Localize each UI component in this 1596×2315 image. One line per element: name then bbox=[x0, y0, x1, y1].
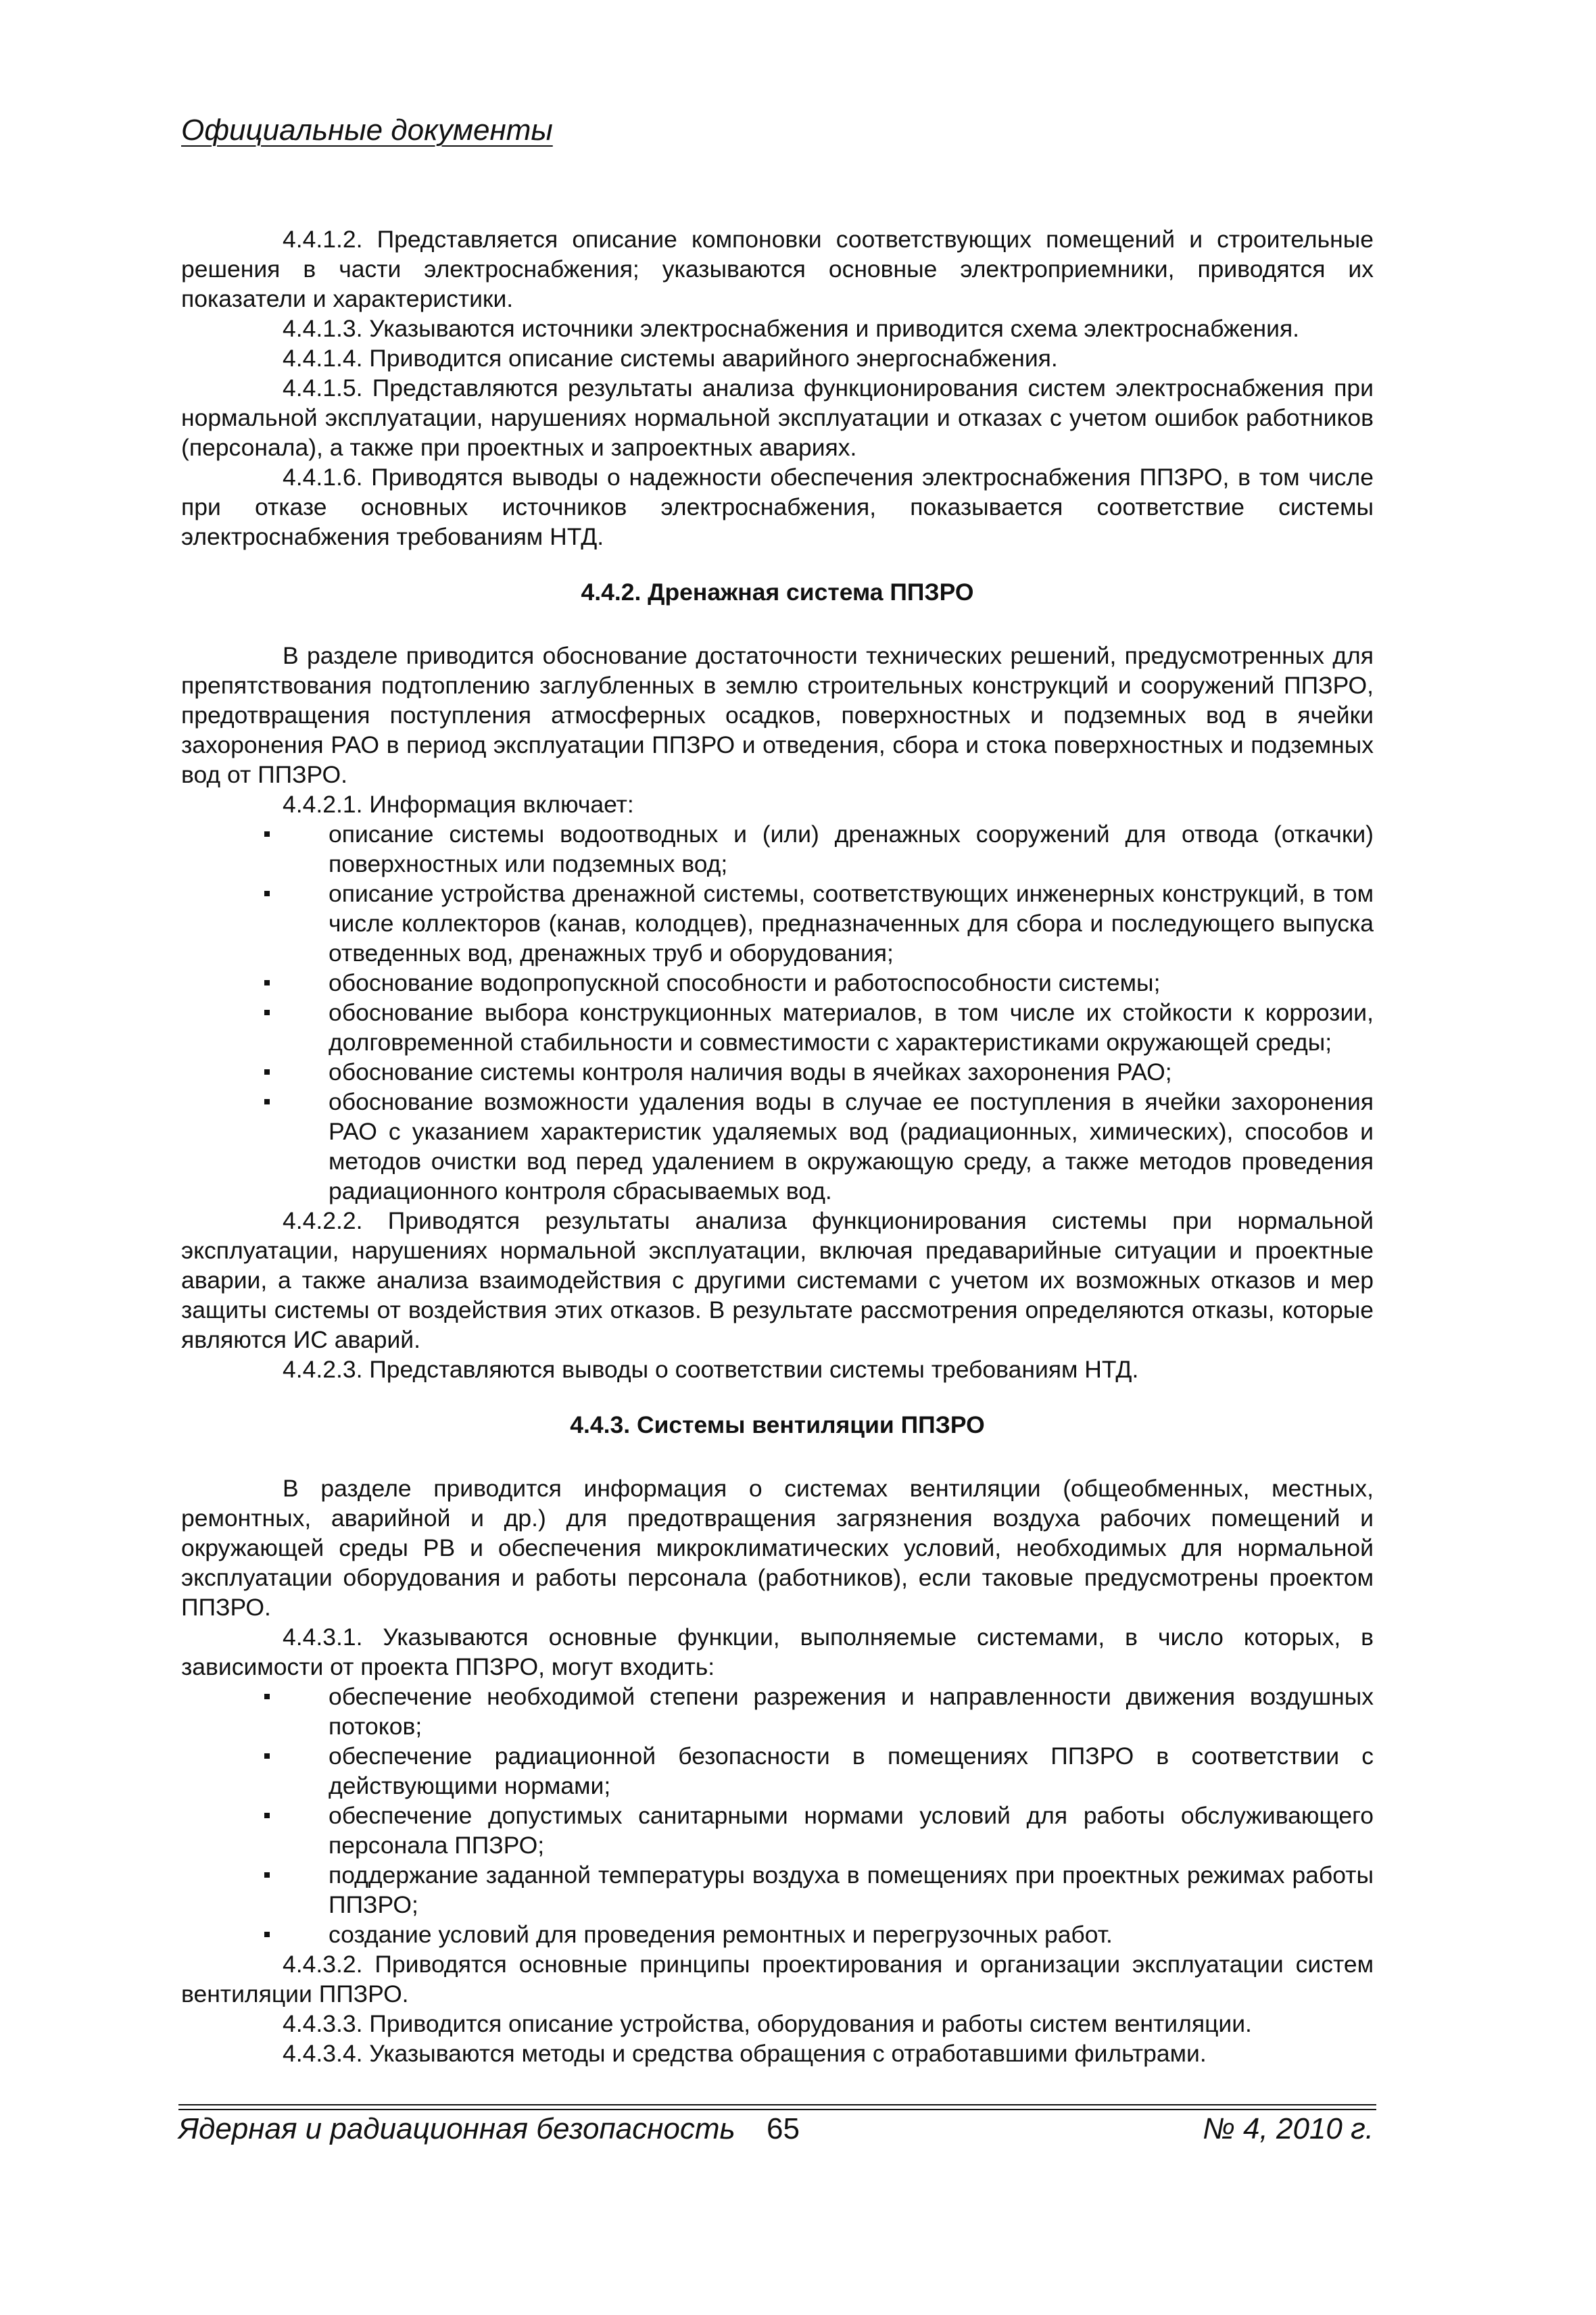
page-body bbox=[181, 224, 1374, 2068]
paragraph-4-4-3-3: 4.4.3.3. Приводится описание устройства, оборудования и работы систем вентиляции. bbox=[283, 2010, 1252, 2037]
list-item: описание системы водоотводных и (или) дренажных сооружений для отвода (откачки) поверхностных или подземных вод; bbox=[329, 821, 1374, 877]
list-item: обеспечение необходимой степени разрежения и направленности движения воздушных потоков; bbox=[329, 1683, 1374, 1740]
running-header: Официальные документы bbox=[181, 114, 553, 147]
list-item: обеспечение допустимых санитарными нормами условий для работы обслуживающего персонала ППЗРО; bbox=[329, 1802, 1374, 1859]
list-item: обоснование выбора конструкционных материалов, в том числе их стойкости к коррозии, долговременной стабильности и совместимости с характеристиками окружающей среды; bbox=[329, 999, 1374, 1056]
list-item: обоснование возможности удаления воды в случае ее поступления в ячейки захоронения РАО с указанием характеристик удаляемых вод (радиационных, химических), способов и методов очистки вод перед удалением в окружающую среду, а также методов проведения радиационного контроля сбрасываемых вод. bbox=[329, 1088, 1374, 1204]
paragraph-4-4-1-3: 4.4.1.3. Указываются источники электроснабжения и приводится схема электроснабжения. bbox=[283, 315, 1300, 342]
section-title-ventilation: 4.4.3. Системы вентиляции ППЗРО bbox=[570, 1411, 985, 1438]
paragraph-4-4-1-5: 4.4.1.5. Представляются результаты анализа функционирования систем электроснабжения при нормальной эксплуатации, нарушениях нормальной эксплуатации и отказах с учетом ошибок работников (персонала), а также при проектных и запроектных авариях. bbox=[181, 374, 1374, 461]
list-item: обоснование водопропускной способности и работоспособности системы; bbox=[329, 968, 1374, 998]
issue-info: № 4, 2010 г. bbox=[1203, 2112, 1374, 2145]
paragraph-4-4-1-4: 4.4.1.4. Приводится описание системы аварийного энергоснабжения. bbox=[283, 345, 1058, 372]
paragraph-4-4-1-2: 4.4.1.2. Представляется описание компоновки соответствующих помещений и строительные решения в части электроснабжения; указываются основные электроприемники, приводятся их показатели и характеристики. bbox=[181, 226, 1374, 312]
page-footer bbox=[178, 2104, 1376, 2146]
paragraph-4-4-1-6: 4.4.1.6. Приводятся выводы о надежности обеспечения электроснабжения ППЗРО, в том числе при отказе основных источников электроснабжения, показывается соответствие системы электроснабжения требованиям НТД. bbox=[181, 464, 1374, 550]
paragraph-4-4-3-2: 4.4.3.2. Приводятся основные принципы проектирования и организации эксплуатации систем вентиляции ППЗРО. bbox=[181, 1951, 1374, 2007]
list-item: обоснование системы контроля наличия воды в ячейках захоронения РАО; bbox=[329, 1057, 1374, 1087]
list-item: поддержание заданной температуры воздуха в помещениях при проектных режимах работы ППЗРО; bbox=[329, 1861, 1374, 1918]
page-number: 65 bbox=[767, 2112, 800, 2145]
paragraph-drainage-intro: В разделе приводится обоснование достаточности технических решений, предусмотренных для препятствования подтоплению заглубленных в землю строительных конструкций и сооружений ППЗРО, предотвращения поступления атмосферных осадков, поверхностных и подземных вод в ячейки захоронения РАО в период эксплуатации ППЗРО и отведения, сбора и стока поверхностных и подземных вод от ППЗРО. bbox=[181, 642, 1374, 788]
list-item: создание условий для проведения ремонтных и перегрузочных работ. bbox=[329, 1920, 1374, 1949]
drainage-bullet-list bbox=[181, 819, 1374, 1206]
list-item: обеспечение радиационной безопасности в помещениях ППЗРО в соответствии с действующими нормами; bbox=[329, 1743, 1374, 1799]
paragraph-4-4-2-1: 4.4.2.1. Информация включает: bbox=[283, 791, 634, 818]
paragraph-ventilation-intro: В разделе приводится информация о системах вентиляции (общеобменных, местных, ремонтных, аварийной и др.) для предотвращения загрязнения воздуха рабочих помещений и окружающей среды РВ и обеспечения микроклиматических условий, необходимых для нормальной эксплуатации оборудования и работы персонала (работников), если таковые предусмотрены проектом ППЗРО. bbox=[181, 1475, 1374, 1621]
paragraph-4-4-3-1: 4.4.3.1. Указываются основные функции, выполняемые системами, в число которых, в зависимости от проекта ППЗРО, могут входить: bbox=[181, 1624, 1374, 1680]
journal-title: Ядерная и радиационная безопасность bbox=[178, 2112, 735, 2145]
ventilation-bullet-list bbox=[181, 1682, 1374, 1949]
section-title-drainage: 4.4.2. Дренажная система ППЗРО bbox=[581, 579, 974, 606]
paragraph-4-4-2-3: 4.4.2.3. Представляются выводы о соответствии системы требованиям НТД. bbox=[283, 1356, 1139, 1383]
paragraph-4-4-3-4: 4.4.3.4. Указываются методы и средства обращения с отработавшими фильтрами. bbox=[283, 2040, 1207, 2067]
list-item: описание устройства дренажной системы, соответствующих инженерных конструкций, в том числе коллекторов (канав, колодцев), предназначенных для сбора и последующего выпуска отведенных вод, дренажных труб и оборудования; bbox=[329, 880, 1374, 967]
paragraph-4-4-2-2: 4.4.2.2. Приводятся результаты анализа функционирования системы при нормальной эксплуатации, нарушениях нормальной эксплуатации, включая предаварийные ситуации и проектные аварии, а также анализа взаимодействия с другими системами с учетом их возможных отказов и мер защиты системы от воздействия этих отказов. В результате рассмотрения определяются отказы, которые являются ИС аварий. bbox=[181, 1207, 1374, 1353]
